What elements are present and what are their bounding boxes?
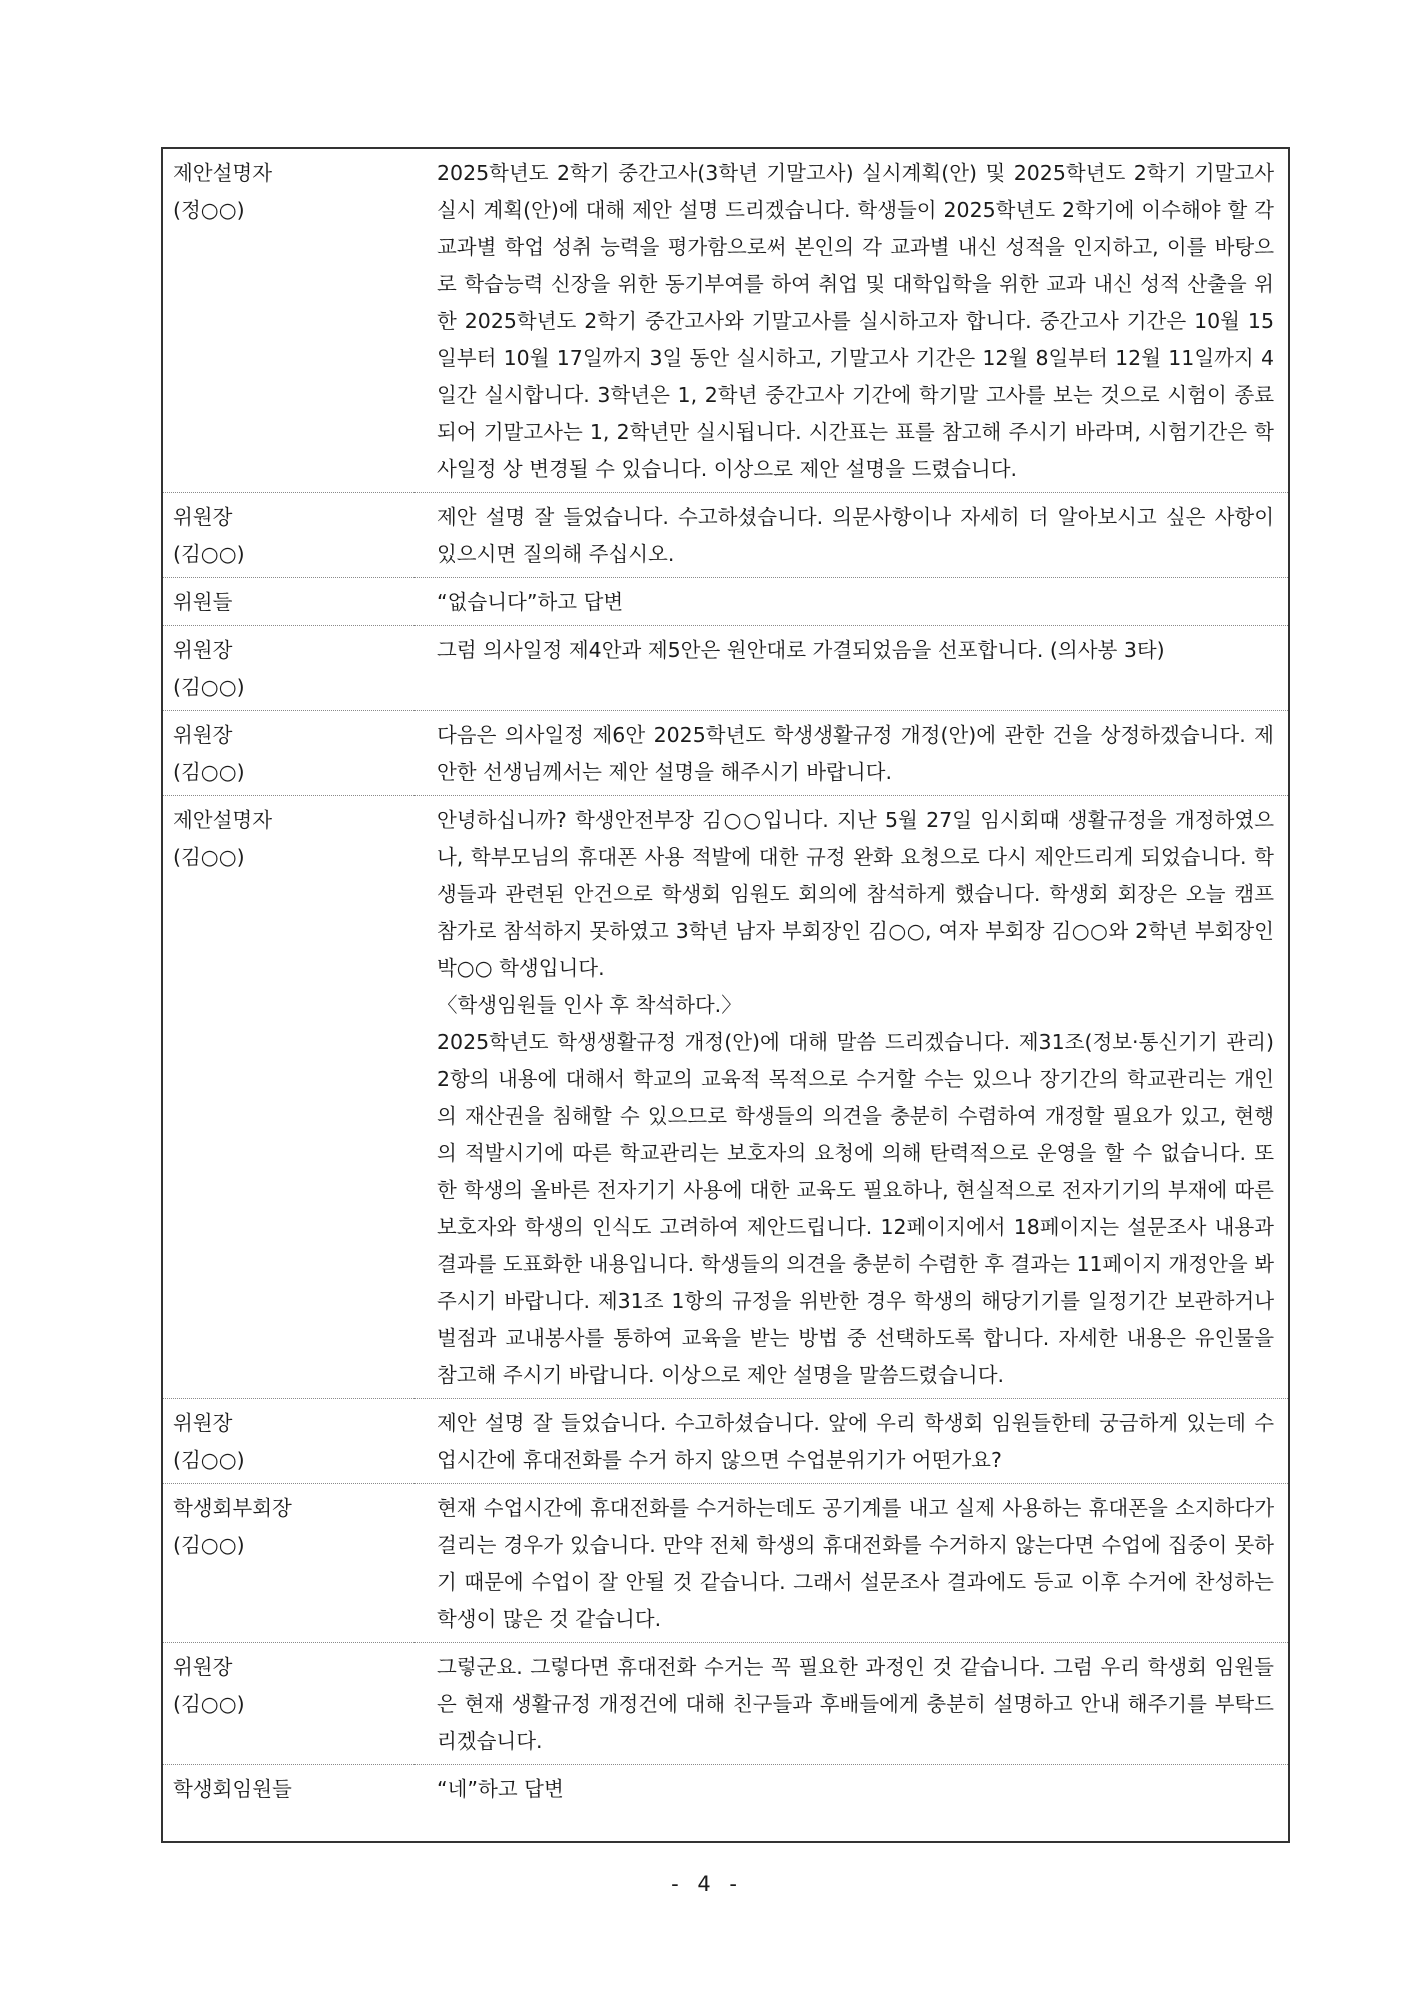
speaker-cell: 제안설명자 (김○○) [173, 808, 273, 869]
speech-paragraph: 안녕하십니까? 학생안전부장 김○○입니다. 지난 5월 27일 임시회때 생활규정을 개정하였으나, 학부모님의 휴대폰 사용 적발에 대한 규정 완화 요청으로 다시 제안드리게 되었습니다. 학생들과 관련된 안건으로 학생회 임원도 회의에 참석하게 했습니다. 학생회 회장은 오늘 캠프 참가로 참석하지 못하였고 3학년 남자 부회장인 김○○, 여자 부회장 김○○와 2학년 부회장인 박○○ 학생입니다. [437, 808, 1274, 980]
speech-paragraph: “없습니다”하고 답변 [437, 590, 624, 614]
speech-cell [414, 1765, 1288, 1813]
speaker-cell: 위원장 (김○○) [173, 1411, 245, 1472]
page-number: - 4 - [671, 1872, 743, 1896]
speech-paragraph: 현재 수업시간에 휴대전화를 수거하는데도 공기계를 내고 실제 사용하는 휴대폰을 소지하다가 걸리는 경우가 있습니다. 만약 전체 학생의 휴대전화를 수거하지 않는다면 수업에 집중이 못하기 때문에 수업이 잘 안될 것 같습니다. 그래서 설문조사 결과에도 등교 이후 수거에 찬성하는 학생이 많은 것 같습니다. [437, 1496, 1274, 1631]
speech-paragraph: 제안 설명 잘 들었습니다. 수고하셨습니다. 의문사항이나 자세히 더 알아보시고 싶은 사항이 있으시면 질의해 주십시오. [437, 505, 1274, 566]
minutes-table [163, 149, 1288, 1812]
speaker-cell: 학생회임원들 [173, 1777, 292, 1801]
speech-cell [414, 711, 1288, 796]
speaker-cell: 위원장 (김○○) [173, 638, 245, 699]
speaker-cell: 위원들 [173, 590, 233, 614]
speech-paragraph: “네”하고 답변 [437, 1777, 564, 1801]
speech-paragraph: 그렇군요. 그렇다면 휴대전화 수거는 꼭 필요한 과정인 것 같습니다. 그럼 우리 학생회 임원들은 현재 생활규정 개정건에 대해 친구들과 후배들에게 충분히 설명하고 안내 해주기를 부탁드리겠습니다. [437, 1655, 1274, 1753]
speaker-cell: 제안설명자 (정○○) [173, 161, 273, 222]
speaker-cell: 위원장 (김○○) [173, 1655, 245, 1716]
speech-cell [414, 626, 1288, 711]
minutes-row [163, 626, 1288, 711]
speaker-cell: 학생회부회장 (김○○) [173, 1496, 292, 1557]
minutes-table-frame [161, 147, 1290, 1843]
minutes-row [163, 493, 1288, 578]
speech-cell [414, 1643, 1288, 1765]
minutes-row [163, 1399, 1288, 1484]
speech-paragraph: 제안 설명 잘 들었습니다. 수고하셨습니다. 앞에 우리 학생회 임원들한테 궁금하게 있는데 수업시간에 휴대전화를 수거 하지 않으면 수업분위기가 어떤가요? [437, 1411, 1274, 1472]
minutes-row [163, 1643, 1288, 1765]
speech-cell [414, 1484, 1288, 1643]
speech-cell [414, 1399, 1288, 1484]
speech-paragraph: 2025학년도 학생생활규정 개정(안)에 대해 말씀 드리겠습니다. 제31조(정보·통신기기 관리) 2항의 내용에 대해서 학교의 교육적 목적으로 수거할 수는 있으나 장기간의 학교관리는 개인의 재산권을 침해할 수 있으므로 학생들의 의견을 충분히 수렴하여 개정할 필요가 있고, 현행의 적발시기에 따른 학교관리는 보호자의 요청에 의해 탄력적으로 운영을 할 수 없습니다. 또한 학생의 올바른 전자기기 사용에 대한 교육도 필요하나, 현실적으로 전자기기의 부재에 따른 보호자와 학생의 인식도 고려하여 제안드립니다. 12페이지에서 18페이지는 설문조사 내용과 결과를 도표화한 내용입니다. 학생들의 의견을 충분히 수렴한 후 결과는 11페이지 개정안을 봐주시기 바랍니다. 제31조 1항의 규정을 위반한 경우 학생의 해당기기를 일정기간 보관하거나 벌점과 교내봉사를 통하여 교육을 받는 방법 중 선택하도록 합니다. 자세한 내용은 유인물을 참고해 주시기 바랍니다. 이상으로 제안 설명을 말씀드렸습니다. [437, 1030, 1274, 1387]
minutes-row [163, 1765, 1288, 1813]
minutes-row [163, 711, 1288, 796]
minutes-row [163, 796, 1288, 1399]
speech-paragraph: 다음은 의사일정 제6안 2025학년도 학생생활규정 개정(안)에 관한 건을 상정하겠습니다. 제안한 선생님께서는 제안 설명을 해주시기 바랍니다. [437, 723, 1274, 784]
speech-paragraph: 〈학생임원들 인사 후 착석하다.〉 [437, 993, 742, 1017]
speech-cell [414, 149, 1288, 493]
minutes-row [163, 1484, 1288, 1643]
speech-paragraph: 그럼 의사일정 제4안과 제5안은 원안대로 가결되었음을 선포합니다. (의사봉 3타) [437, 638, 1165, 662]
minutes-row [163, 149, 1288, 493]
speech-cell [414, 493, 1288, 578]
speech-cell [414, 578, 1288, 626]
speaker-cell: 위원장 (김○○) [173, 723, 245, 784]
minutes-row [163, 578, 1288, 626]
speech-cell [414, 796, 1288, 1399]
speaker-cell: 위원장 (김○○) [173, 505, 245, 566]
speech-paragraph: 2025학년도 2학기 중간고사(3학년 기말고사) 실시계획(안) 및 2025학년도 2학기 기말고사 실시 계획(안)에 대해 제안 설명 드리겠습니다. 학생들이 2025학년도 2학기에 이수해야 할 각 교과별 학업 성취 능력을 평가함으로써 본인의 각 교과별 내신 성적을 인지하고, 이를 바탕으로 학습능력 신장을 위한 동기부여를 하여 취업 및 대학입학을 위한 교과 내신 성적 산출을 위한 2025학년도 2학기 중간고사와 기말고사를 실시하고자 합니다. 중간고사 기간은 10월 15일부터 10월 17일까지 3일 동안 실시하고, 기말고사 기간은 12월 8일부터 12월 11일까지 4일간 실시합니다. 3학년은 1, 2학년 중간고사 기간에 학기말 고사를 보는 것으로 시험이 종료되어 기말고사는 1, 2학년만 실시됩니다. 시간표는 표를 참고해 주시기 바라며, 시험기간은 학사일정 상 변경될 수 있습니다. 이상으로 제안 설명을 드렸습니다. [437, 161, 1274, 481]
